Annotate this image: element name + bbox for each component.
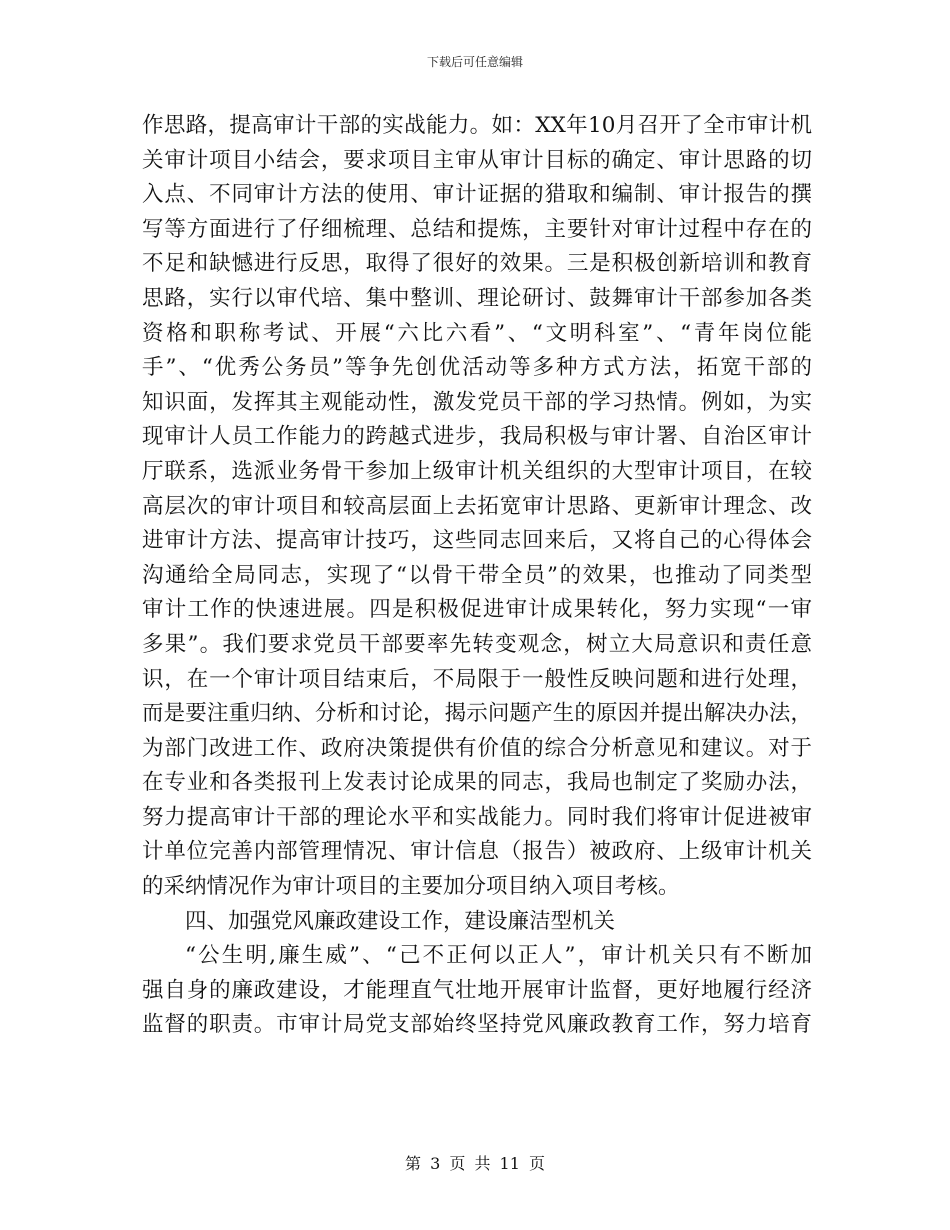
paragraph-line: 写等方面进行了仔细梳理、总结和提炼，主要针对审计过程中存在的 bbox=[142, 216, 812, 242]
paragraph-line: 关审计项目小结会，要求项目主审从审计目标的确定、审计思路的切 bbox=[142, 147, 812, 173]
paragraph-line: 而是要注重归纳、分析和讨论，揭示问题产生的原因并提出解决办法， bbox=[142, 701, 812, 727]
paragraph-line: 不足和缺憾进行反思，取得了很好的效果。三是积极创新培训和教育 bbox=[142, 251, 812, 277]
paragraph-line: 思路，实行以审代培、集中整训、理论研讨、鼓舞审计干部参加各类 bbox=[142, 285, 812, 311]
paragraph-line: 进审计方法、提高审计技巧，这些同志回来后，又将自己的心得体会 bbox=[142, 528, 812, 554]
body-text bbox=[142, 109, 812, 1043]
page-footer: 第 3 页 共 11 页 bbox=[405, 1154, 545, 1173]
paragraph-line: 识，在一个审计项目结束后，不局限于一般性反映问题和进行处理， bbox=[142, 666, 812, 692]
paragraph-line: 资格和职称考试、开展“六比六看”、“文明科室”、“青年岗位能 bbox=[142, 320, 812, 346]
paragraph-line: 努力提高审计干部的理论水平和实战能力。同时我们将审计促进被审 bbox=[142, 804, 812, 830]
paragraph-line: 强自身的廉政建设，才能理直气壮地开展审计监督，更好地履行经济 bbox=[142, 977, 812, 1003]
paragraph-line: 多果”。我们要求党员干部要率先转变观念，树立大局意识和责任意 bbox=[142, 631, 812, 657]
paragraph-line: 手”、“优秀公务员”等争先创优活动等多种方式方法，拓宽干部的 bbox=[142, 355, 812, 381]
paragraph-line: 为部门改进工作、政府决策提供有价值的综合分析意见和建议。对于 bbox=[142, 735, 812, 761]
paragraph-line: 作思路，提高审计干部的实战能力。如：XX年10月召开了全市审计机 bbox=[142, 113, 812, 138]
paragraph-line: 审计工作的快速进展。四是积极促进审计成果转化，努力实现“一审 bbox=[142, 597, 812, 623]
paragraph-line: 计单位完善内部管理情况、审计信息（报告）被政府、上级审计机关 bbox=[142, 839, 812, 865]
section-heading: 四、加强党风廉政建设工作，建设廉洁型机关 bbox=[185, 908, 616, 934]
paragraph-line: 监督的职责。市审计局党支部始终坚持党风廉政教育工作，努力培育 bbox=[142, 1012, 812, 1038]
paragraph-line: 现审计人员工作能力的跨越式进步，我局积极与审计署、自治区审计 bbox=[142, 424, 812, 450]
paragraph-line: “公生明,廉生威”、“己不正何以正人”，审计机关只有不断加 bbox=[185, 943, 812, 969]
paragraph-line: 知识面，发挥其主观能动性，激发党员干部的学习热情。例如，为实 bbox=[142, 389, 812, 415]
paragraph-line: 沟通给全局同志，实现了“以骨干带全员”的效果，也推动了同类型 bbox=[142, 562, 812, 588]
paragraph-line: 高层次的审计项目和较高层面上去拓宽审计思路、更新审计理念、改 bbox=[142, 493, 812, 519]
paragraph-line: 的采纳情况作为审计项目的主要加分项目纳入项目考核。 bbox=[142, 874, 680, 900]
page-header: 下载后可任意编辑 bbox=[426, 55, 523, 69]
paragraph-line: 入点、不同审计方法的使用、审计证据的猎取和编制、审计报告的撰 bbox=[142, 182, 812, 208]
paragraph-line: 在专业和各类报刊上发表讨论成果的同志，我局也制定了奖励办法， bbox=[142, 770, 812, 796]
paragraph-line: 厅联系，选派业务骨干参加上级审计机关组织的大型审计项目，在较 bbox=[142, 458, 812, 484]
